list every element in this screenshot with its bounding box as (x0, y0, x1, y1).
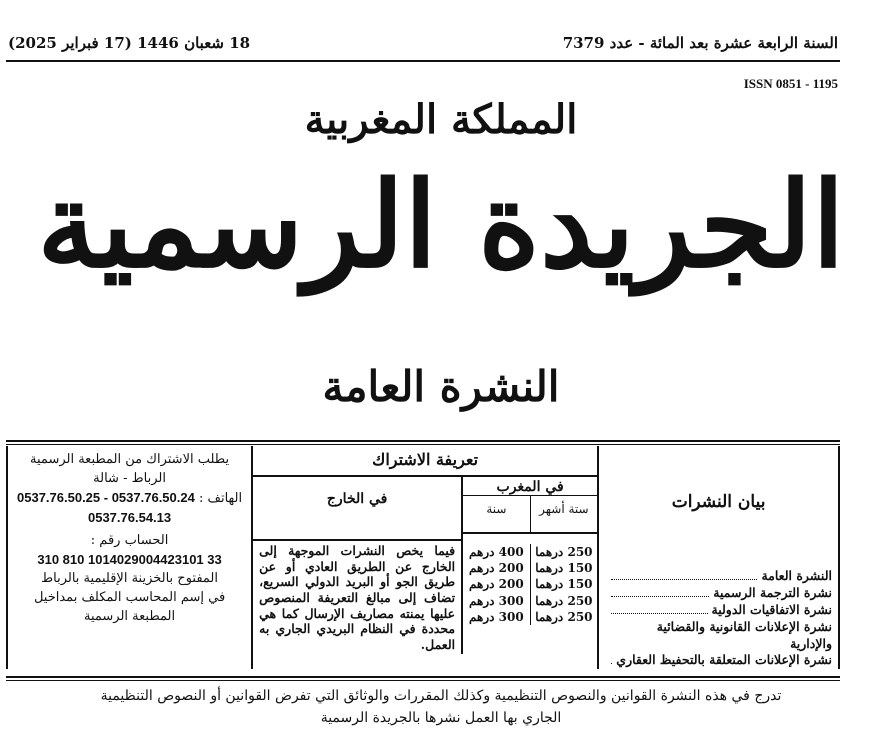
issue-date: 18 شعبان 1446 (17 فبراير 2025) (8, 34, 251, 52)
rates-title: تعريفة الاشتراك (253, 446, 597, 477)
account-note: المطبعة الرسمية (84, 609, 176, 624)
price: 250 درهما (535, 593, 593, 608)
six-month-prices (530, 544, 598, 625)
subscription-table (6, 446, 840, 669)
publication-label: نشرة الترجمة الرسمية (713, 584, 832, 600)
price: 200 درهم (469, 561, 524, 576)
kingdom-title: المملكة المغربية (304, 96, 578, 143)
price: 200 درهم (469, 577, 524, 592)
publication-label: نشرة الاتفاقيات الدولية (711, 601, 832, 617)
table-bottom-rule-thin (6, 680, 840, 681)
price: 400 درهم (469, 545, 524, 559)
abroad-column (253, 477, 463, 654)
volume-number: السنة الرابعة عشرة بعد المائة - عدد 7379 (562, 34, 838, 52)
publication-item (599, 602, 838, 619)
price: 300 درهم (469, 609, 524, 624)
leader-dots (611, 602, 707, 614)
account-number: 310 810 1014029004423101 33 (37, 552, 222, 567)
price: 150 درهما (535, 561, 593, 576)
header-rule (6, 60, 840, 62)
rates-column (252, 446, 598, 669)
phone-label: الهاتف : (198, 491, 243, 506)
phone-line (8, 490, 251, 506)
publication-label: نشرة الإعلانات المتعلقة بالتحفيظ العقاري (616, 652, 832, 668)
publication-item (599, 585, 838, 602)
morocco-header: في المغرب (463, 477, 597, 496)
table-top-rule (6, 440, 840, 442)
footer-line: الجاري بها العمل نشرها بالجريدة الرسمية (320, 709, 562, 726)
year-prices (463, 544, 530, 625)
abroad-header: في الخارج (253, 477, 461, 541)
leader-dots (611, 652, 612, 664)
table-top-rule-thin (6, 444, 840, 445)
price: 250 درهما (535, 609, 593, 624)
publication-item (599, 652, 838, 669)
issn: ISSN 0851 - 1195 (743, 76, 838, 91)
account-label: الحساب رقم : (90, 533, 169, 548)
account-note: في إسم المحاسب المكلف بمداخيل (33, 590, 226, 605)
account-note: المفتوح بالخزينة الإقليمية بالرباط (41, 571, 219, 586)
contact-city: الرباط - شالة (93, 471, 166, 486)
price: 300 درهم (469, 593, 524, 608)
contact-column (7, 446, 252, 669)
abroad-text: فيما يخص النشرات الموجهة إلى الخارج عن الطريق العادي أو عن طريق الجو أو البريد الدولي السريع، تضاف إلى مبالغ التعريفة المنصوص عليها يمنته مصاريف الإرسال كما هي محددة في النظام البريدي الجاري به العمل. (259, 543, 456, 652)
year-header: سنة (486, 502, 507, 516)
six-months-header: ستة أشهر (530, 496, 598, 532)
footer-line: تدرج في هذه النشرة القوانين والنصوص التنظيمية وكذلك المقررات والوثائق التي تفرض القوانين أو النصوص التنظيمية (100, 688, 782, 704)
publication-item (599, 619, 838, 653)
publication-label: نشرة الإعلانات القانونية والقضائية والإدارية (656, 618, 832, 651)
publication-label: النشرة العامة (761, 568, 832, 583)
publications-title: بيان النشرات (671, 492, 766, 512)
phone-numbers: 0537.76.50.24 - 0537.76.50.25 (17, 490, 195, 505)
table-bottom-rule (6, 676, 840, 678)
price: 250 درهما (535, 545, 593, 559)
publication-item (599, 568, 838, 585)
price: 150 درهما (535, 577, 593, 592)
leader-dots (611, 585, 709, 597)
footer-note (0, 686, 882, 729)
phone-number-3: 0537.76.54.13 (87, 510, 172, 525)
leader-dots (611, 568, 757, 580)
publications-column (598, 446, 839, 669)
contact-line: يطلب الاشتراك من المطبعة الرسمية (30, 452, 230, 467)
masthead-title: الجريدة الرسمية (37, 155, 845, 294)
edition-subtitle: النشرة العامة (322, 362, 560, 411)
morocco-column (463, 477, 597, 654)
